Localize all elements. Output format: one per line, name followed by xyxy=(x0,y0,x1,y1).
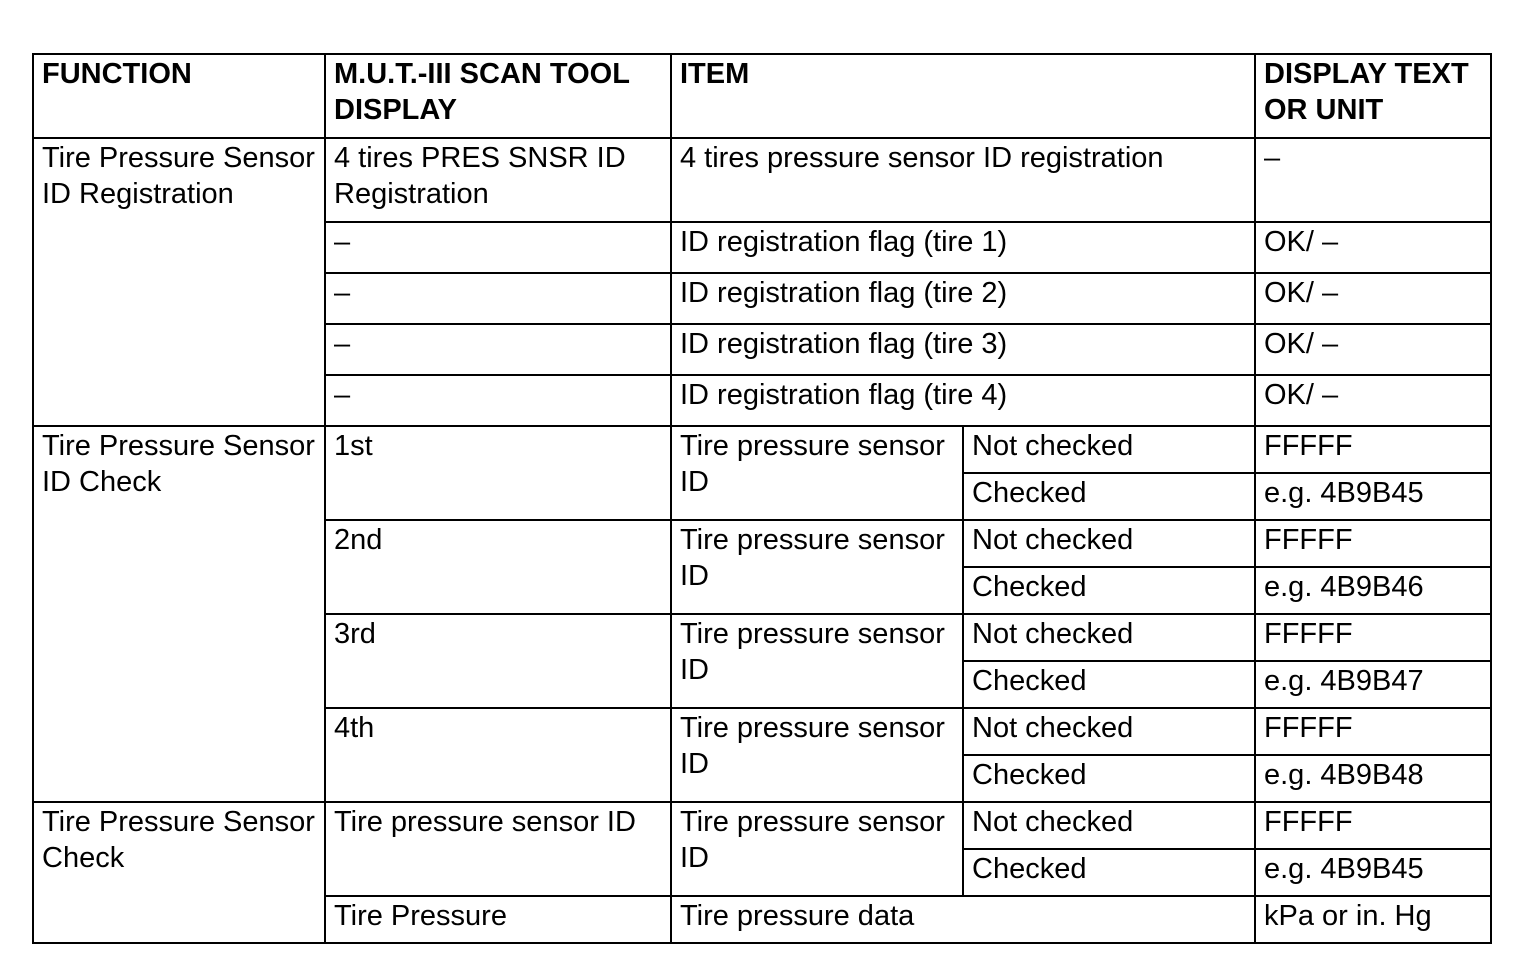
item-cell: Tire pressure sensor ID xyxy=(671,426,963,520)
state-cell: Checked xyxy=(963,661,1255,708)
display-cell: 4th xyxy=(325,708,671,802)
unit-cell: OK/ – xyxy=(1255,273,1491,324)
table-row xyxy=(33,426,1491,473)
function-cell: Tire Pressure Sensor ID Check xyxy=(33,426,325,802)
unit-cell: kPa or in. Hg xyxy=(1255,896,1491,943)
item-cell: ID registration flag (tire 3) xyxy=(671,324,1255,375)
state-cell: Not checked xyxy=(963,426,1255,473)
item-cell: Tire pressure data xyxy=(671,896,1255,943)
item-cell: Tire pressure sensor ID xyxy=(671,708,963,802)
display-cell: – xyxy=(325,375,671,426)
unit-cell: – xyxy=(1255,138,1491,222)
table-row xyxy=(33,138,1491,222)
display-cell: – xyxy=(325,273,671,324)
unit-cell: FFFFF xyxy=(1255,520,1491,567)
item-cell: 4 tires pressure sensor ID registration xyxy=(671,138,1255,222)
table-header-row xyxy=(33,54,1491,138)
state-cell: Checked xyxy=(963,755,1255,802)
item-cell: Tire pressure sensor ID xyxy=(671,520,963,614)
unit-cell: e.g. 4B9B45 xyxy=(1255,849,1491,896)
display-cell: 4 tires PRES SNSR ID Registration xyxy=(325,138,671,222)
state-cell: Not checked xyxy=(963,708,1255,755)
header-display-text-or-unit: DISPLAY TEXT OR UNIT xyxy=(1255,54,1491,138)
unit-cell: OK/ – xyxy=(1255,375,1491,426)
table-row xyxy=(33,802,1491,849)
unit-cell: FFFFF xyxy=(1255,802,1491,849)
function-cell: Tire Pressure Sensor Check xyxy=(33,802,325,943)
unit-cell: OK/ – xyxy=(1255,324,1491,375)
unit-cell: e.g. 4B9B45 xyxy=(1255,473,1491,520)
function-cell: Tire Pressure Sensor ID Registration xyxy=(33,138,325,426)
item-cell: ID registration flag (tire 2) xyxy=(671,273,1255,324)
item-cell: ID registration flag (tire 1) xyxy=(671,222,1255,273)
header-item: ITEM xyxy=(671,54,1255,138)
state-cell: Not checked xyxy=(963,802,1255,849)
unit-cell: FFFFF xyxy=(1255,426,1491,473)
state-cell: Checked xyxy=(963,473,1255,520)
display-cell: Tire Pressure xyxy=(325,896,671,943)
unit-cell: OK/ – xyxy=(1255,222,1491,273)
display-cell: 2nd xyxy=(325,520,671,614)
scan-tool-function-table xyxy=(32,53,1492,944)
header-scan-tool-display: M.U.T.-III SCAN TOOL DISPLAY xyxy=(325,54,671,138)
unit-cell: FFFFF xyxy=(1255,708,1491,755)
unit-cell: e.g. 4B9B48 xyxy=(1255,755,1491,802)
item-cell: Tire pressure sensor ID xyxy=(671,802,963,896)
item-cell: Tire pressure sensor ID xyxy=(671,614,963,708)
state-cell: Checked xyxy=(963,849,1255,896)
state-cell: Not checked xyxy=(963,520,1255,567)
unit-cell: FFFFF xyxy=(1255,614,1491,661)
display-cell: 3rd xyxy=(325,614,671,708)
header-function: FUNCTION xyxy=(33,54,325,138)
display-cell: – xyxy=(325,324,671,375)
state-cell: Checked xyxy=(963,567,1255,614)
item-cell: ID registration flag (tire 4) xyxy=(671,375,1255,426)
display-cell: 1st xyxy=(325,426,671,520)
unit-cell: e.g. 4B9B46 xyxy=(1255,567,1491,614)
state-cell: Not checked xyxy=(963,614,1255,661)
display-cell: – xyxy=(325,222,671,273)
display-cell: Tire pressure sensor ID xyxy=(325,802,671,896)
unit-cell: e.g. 4B9B47 xyxy=(1255,661,1491,708)
